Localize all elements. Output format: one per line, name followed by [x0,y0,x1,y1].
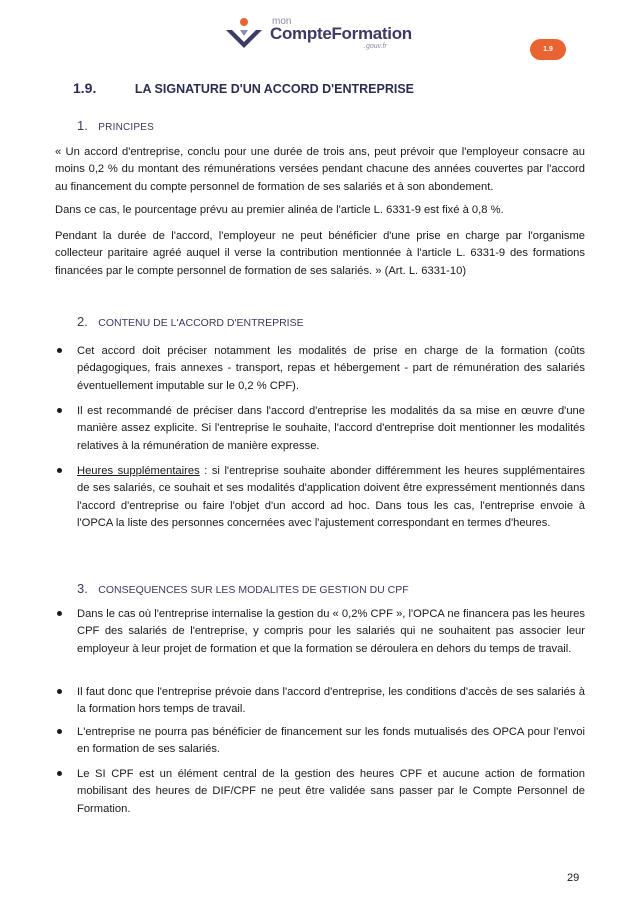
section-title-text: LA SIGNATURE D'UN ACCORD D'ENTREPRISE [134,82,414,96]
list-item-text: Le SI CPF est un élément central de la gestion des heures CPF et aucune action de formation mobilisant des heures de DIF/CPF ne peut être validée sans passer par le Compte Personnel de Formation. [77,768,585,815]
subheading-title: CONSEQUENCES SUR LES MODALITES DE GESTION DU CPF [98,584,409,596]
paragraph: Pendant la durée de l'accord, l'employeur ne peut bénéficier d'une prise en charge par l'organisme collecteur paritaire agréé auquel il verse la contribution mentionnée à l'article L. 6331-9 des formations financées par le compte personnel de formation de ses salariés. » (Art. L. 6331-10) [55,230,585,277]
subheading-number: 3. [77,581,88,596]
subheading-title: CONTENU DE L'ACCORD D'ENTREPRISE [98,317,304,329]
paragraph: Dans ce cas, le pourcentage prévu au premier alinéa de l'article L. 6331-9 est fixé à 0,8 %. [55,204,504,216]
bullet-icon [57,468,62,473]
list-item [55,684,585,719]
list-item [55,724,585,759]
list-item-text: Cet accord doit préciser notamment les modalités de prise en charge de la formation (coûts pédagogiques, frais annexes - transport, repas et hébergement - part de rémunération des salariés éventuellement imputable sur le 0,2 % CPF). [77,345,585,392]
list-item-text [77,463,585,532]
bullet-icon [57,408,62,413]
list-item-body: : si l'entreprise souhaite abonder différemment les heures supplémentaires de ses salariés, ce souhait et ses modalités d'application doivent être expressément mentionnés dans l'accord d'entreprise ou faire l'objet d'un accord ad hoc. Dans tous les cas, l'entreprise envoie à l'OPCA la liste des personnes concernées avec l'ajustement correspondant en termes d'heures. [77,465,585,529]
list-item-text: L'entreprise ne pourra pas bénéficier de financement sur les fonds mutualisés des OPCA pour l'envoi en formation de ses salariés. [77,726,585,756]
list-item [55,403,585,455]
section-badge: 1.9 [530,39,566,60]
bullet-icon [57,729,62,734]
logo-gouv-text: .gouv.fr [364,43,387,50]
moncompteformation-logo [222,16,422,56]
subheading-consequences [77,580,409,598]
section-heading [73,80,414,96]
subheading-number: 2. [77,314,88,329]
logo-mon-text: mon [272,16,292,27]
list-item-text: Il faut donc que l'entreprise prévoie dans l'accord d'entreprise, les conditions d'accès de ses salariés à la formation hors temps de travail. [77,686,585,716]
list-item [55,606,585,658]
list-item-text: Il est recommandé de préciser dans l'accord d'entreprise les modalités da sa mise en œuvre d'une manière assez explicite. Si l'entreprise le souhaite, l'accord d'entreprise doit mentionner les modalités relatives à la rémunération de manière expresse. [77,405,585,452]
subheading-contenu [77,313,304,331]
bullet-icon [57,348,62,353]
bullet-icon [57,689,62,694]
logo-mark-icon [222,16,266,56]
paragraph: « Un accord d'entreprise, conclu pour une durée de trois ans, peut prévoir que l'employeur consacre au moins 0,2 % du montant des rémunérations versées pendant chacune des années couvertes par l'accord au financement du compte personnel de formation de ses salariés et à son abondement. [55,146,585,193]
list-item [55,766,585,818]
bullet-icon [57,611,62,616]
list-item [55,343,585,395]
subheading-title: PRINCIPES [98,122,154,133]
subheading-principes [77,117,154,135]
section-number: 1.9. [73,80,97,96]
list-item [55,463,585,532]
bullet-icon [57,771,62,776]
list-item-label: Heures supplémentaires [77,465,200,477]
subheading-number: 1. [77,118,88,133]
logo-main-text: CompteFormation [270,24,412,43]
list-item-text: Dans le cas où l'entreprise internalise la gestion du « 0,2% CPF », l'OPCA ne financera pas les heures CPF des salariés de l'entreprise, y compris pour les salariés qui ne souhaitent pas associer leur employeur à leur projet de formation et que la formation se déroulera en dehors du temps de travail. [77,608,585,655]
page-number: 29 [567,872,580,884]
